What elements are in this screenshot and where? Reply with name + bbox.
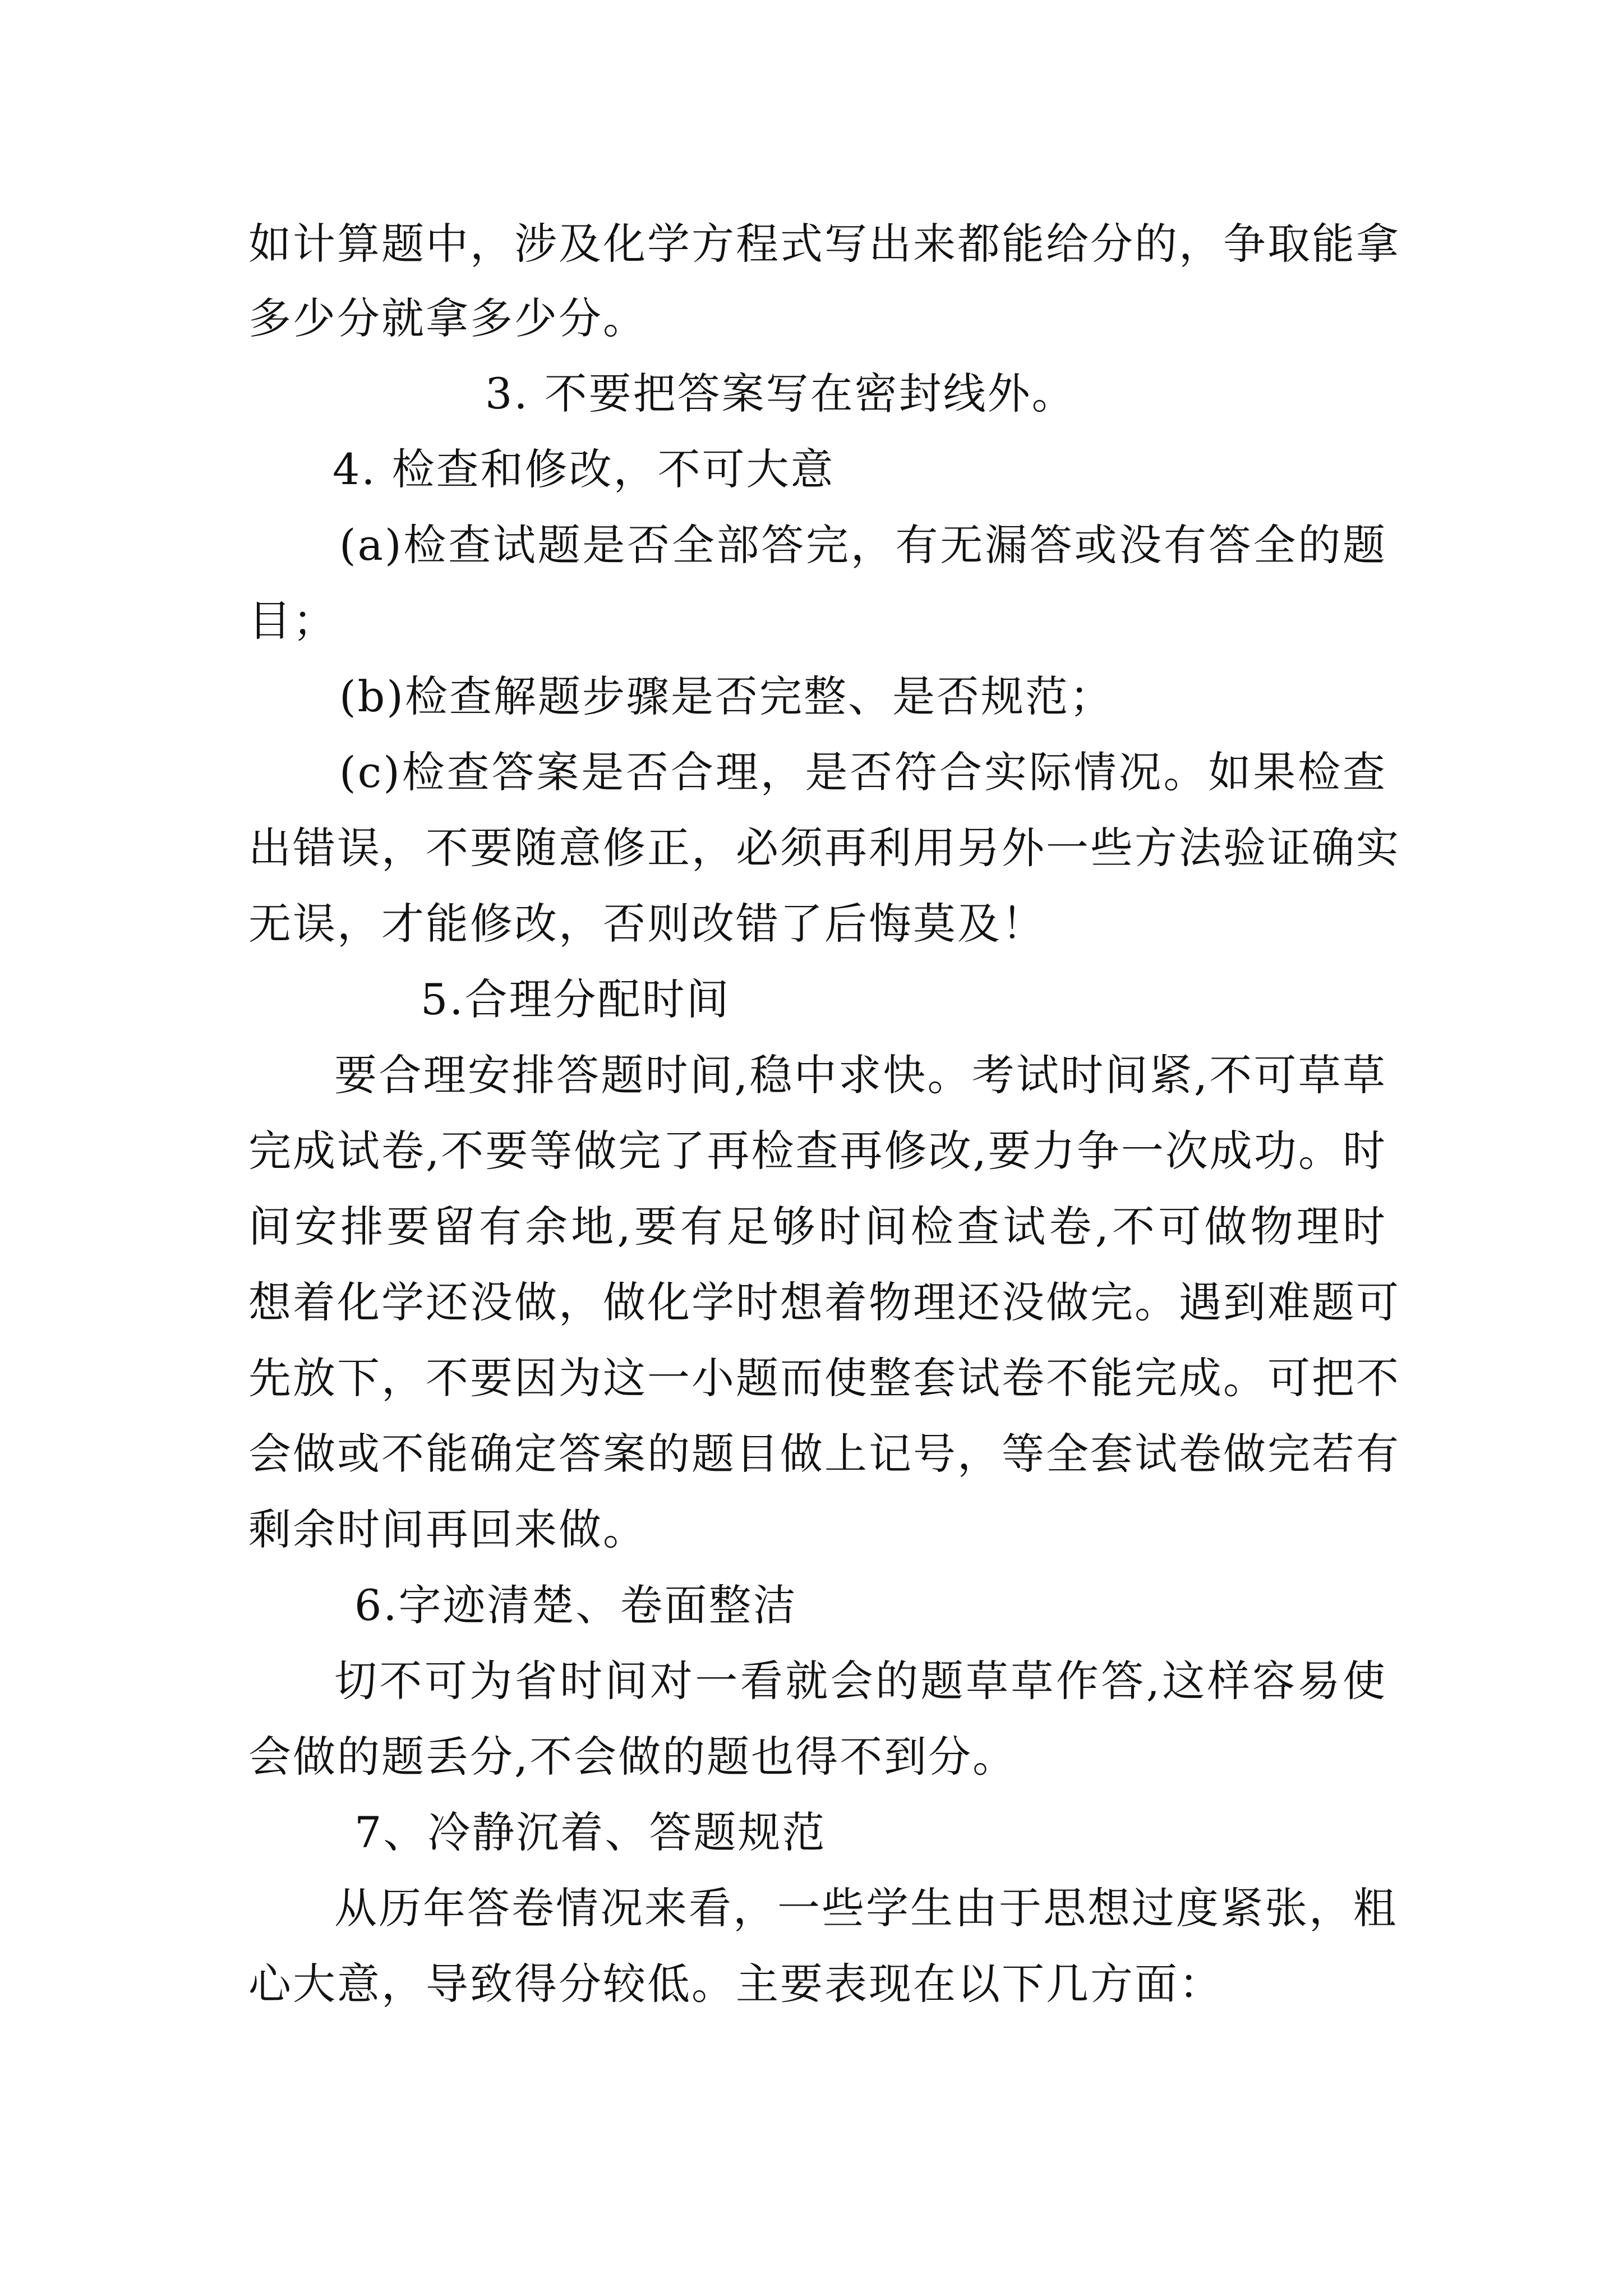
body-text-line: 完成试卷,不要等做完了再检查再修改,要力争一次成功。时 [248, 1126, 1387, 1176]
body-text-line: (c)检查答案是否合理，是否符合实际情况。如果检查 [339, 747, 1387, 797]
body-text-line: 会做或不能确定答案的题目做上记号，等全套试卷做完若有 [248, 1429, 1400, 1479]
body-text-line: (a)检查试题是否全部答完，有无漏答或没有答全的题 [339, 520, 1387, 570]
body-text-line: 心大意，导致得分较低。主要表现在以下几方面： [248, 1959, 1223, 2009]
body-text-line: 切不可为省时间对一看就会的题草草作答,这样容易使 [334, 1656, 1387, 1706]
body-text-line: 如计算题中，涉及化学方程式写出来都能给分的，争取能拿 [248, 219, 1400, 269]
body-text-line: (b)检查解题步骤是否完整、是否规范； [339, 671, 1114, 721]
body-text-line: 会做的题丢分,不会做的题也得不到分。 [248, 1732, 1017, 1782]
section-heading: 4. 检查和修改，不可大意 [333, 444, 835, 494]
section-heading: 7、冷静沉着、答题规范 [354, 1807, 827, 1857]
section-heading: 3. 不要把答案写在密封线外。 [485, 369, 1076, 418]
body-text-line: 从历年答卷情况来看，一些学生由于思想过度紧张，粗 [334, 1883, 1398, 1933]
body-text-line: 先放下，不要因为这一小题而使整套试卷不能完成。可把不 [248, 1353, 1400, 1403]
body-text-line: 想着化学还没做，做化学时想着物理还没做完。遇到难题可 [248, 1277, 1400, 1327]
body-text-line: 剩余时间再回来做。 [248, 1504, 647, 1554]
body-text-line: 多少分就拿多少分。 [248, 293, 647, 343]
body-text-line: 出错误，不要随意修正，必须再利用另外一些方法验证确实 [248, 823, 1400, 873]
body-text-line: 间安排要留有余地,要有足够时间检查试卷,不可做物理时 [248, 1202, 1387, 1251]
body-text-line: 无误，才能修改，否则改错了后悔莫及！ [248, 899, 1046, 949]
section-heading: 5.合理分配时间 [421, 974, 731, 1024]
body-text-line: 要合理安排答题时间,稳中求快。考试时间紧,不可草草 [334, 1050, 1387, 1100]
body-text-line: 目； [248, 596, 337, 646]
section-heading: 6.字迹清楚、卷面整洁 [354, 1580, 797, 1630]
